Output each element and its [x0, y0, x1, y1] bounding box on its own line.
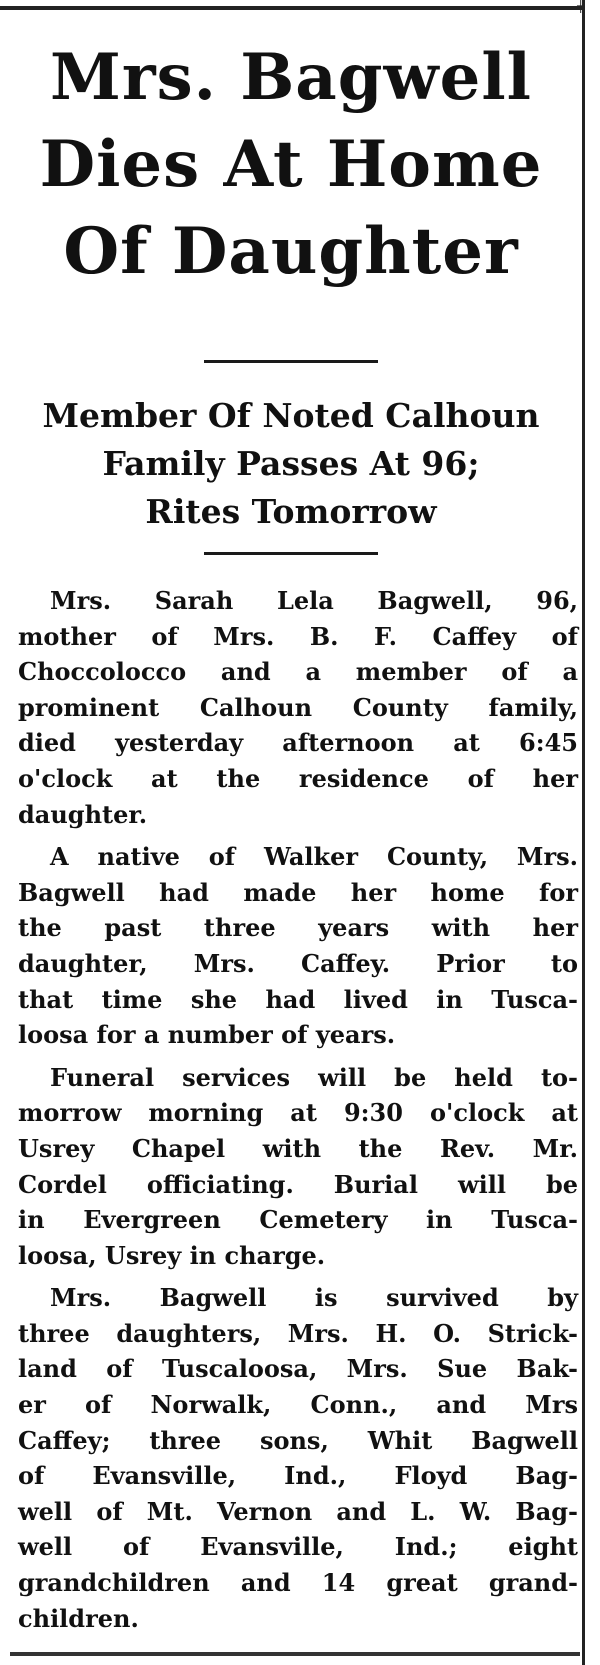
article-paragraph — [18, 1280, 578, 1636]
right-column-rule — [582, 0, 585, 1665]
headline — [6, 34, 576, 295]
column-rule-end-mark: ┼ — [577, 0, 585, 13]
text-line: er of Norwalk, Conn., and Mrs — [18, 1390, 578, 1420]
text-line: mother of Mrs. B. F. Caffey of — [18, 621, 578, 651]
text-line: land of Tuscaloosa, Mrs. Sue Bak- — [18, 1354, 578, 1384]
text-line: died yesterday afternoon at 6:45 — [18, 728, 578, 758]
subheadline — [6, 392, 576, 536]
subheadline-line: Rites Tomorrow — [145, 492, 437, 531]
text-line: Bagwell had made her home for — [18, 877, 578, 907]
text-line: Mrs. Bagwell is survived by — [50, 1283, 578, 1313]
text-line: Usrey Chapel with the Rev. Mr. — [18, 1133, 578, 1163]
text-line: grandchildren and 14 great grand- — [18, 1568, 578, 1598]
text-line: Caffey; three sons, Whit Bagwell — [18, 1425, 578, 1455]
headline-line: Dies At Home — [39, 127, 543, 202]
headline-divider — [204, 360, 378, 363]
text-line: Cordel officiating. Burial will be — [18, 1169, 578, 1199]
text-line: children. — [18, 1603, 139, 1633]
text-line: daughter. — [18, 799, 148, 829]
text-line: well of Mt. Vernon and L. W. Bag- — [18, 1496, 578, 1526]
text-line: in Evergreen Cemetery in Tusca- — [18, 1205, 578, 1235]
text-line: loosa, Usrey in charge. — [18, 1240, 326, 1270]
text-line: morrow morning at 9:30 o'clock at — [18, 1098, 578, 1128]
text-line: Choccolocco and a member of a — [18, 657, 578, 687]
article-paragraph — [18, 583, 578, 832]
headline-line: Of Daughter — [63, 214, 519, 289]
article-paragraph — [18, 839, 578, 1053]
text-line: prominent Calhoun County family, — [18, 692, 578, 722]
text-line: well of Evansville, Ind.; eight — [18, 1532, 578, 1562]
subheadline-divider — [204, 552, 378, 555]
text-line: A native of Walker County, Mrs. — [50, 842, 578, 872]
top-column-rule — [0, 6, 582, 10]
subheadline-line: Member Of Noted Calhoun — [42, 396, 540, 435]
headline-line: Mrs. Bagwell — [50, 40, 532, 115]
text-line: Mrs. Sarah Lela Bagwell, 96, — [50, 586, 578, 615]
text-line: that time she had lived in Tusca- — [18, 984, 578, 1014]
text-line: o'clock at the residence of her — [18, 763, 578, 793]
article-paragraph — [18, 1060, 578, 1274]
text-line: daughter, Mrs. Caffey. Prior to — [18, 948, 578, 978]
text-line: of Evansville, Ind., Floyd Bag- — [18, 1461, 578, 1491]
bottom-column-rule — [10, 1652, 580, 1656]
subheadline-line: Family Passes At 96; — [102, 444, 480, 483]
text-line: three daughters, Mrs. H. O. Strick- — [18, 1318, 578, 1348]
text-line: Funeral services will be held to- — [50, 1062, 578, 1092]
text-line: the past three years with her — [18, 913, 578, 943]
article-body — [18, 583, 578, 1643]
text-line: loosa for a number of years. — [18, 1020, 396, 1050]
